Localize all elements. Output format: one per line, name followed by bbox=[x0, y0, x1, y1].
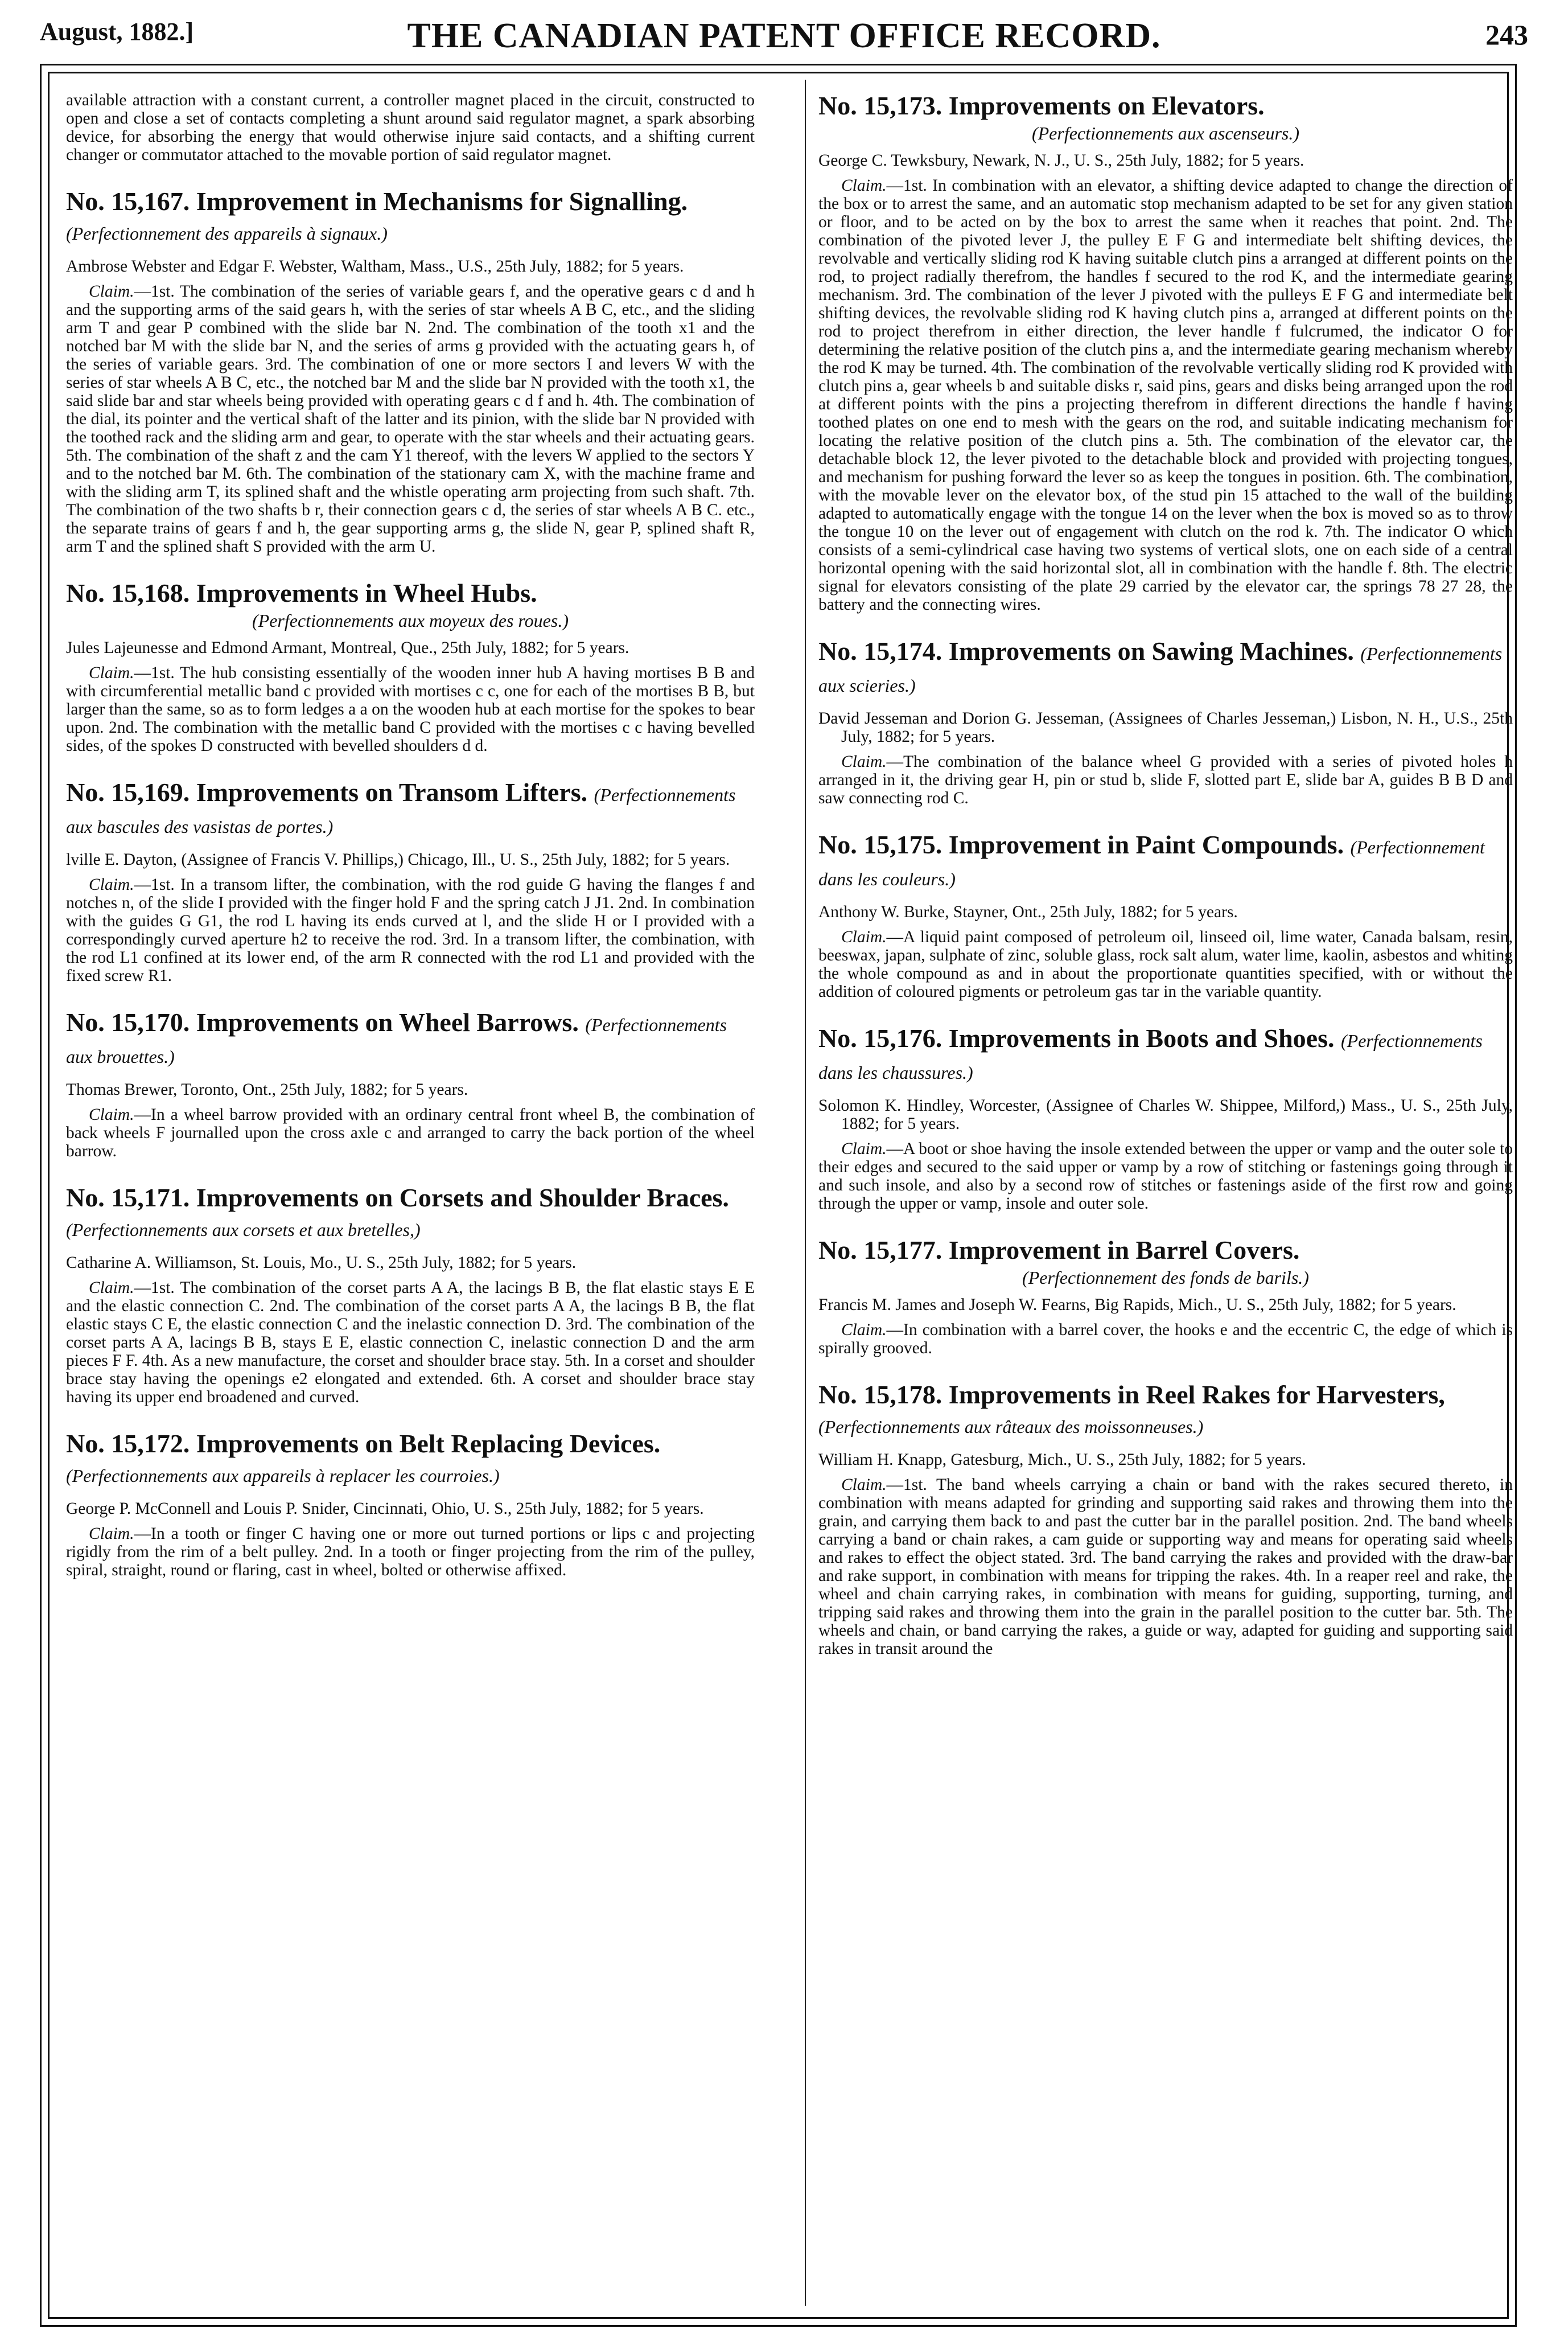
patent-title: No. 15,175. Improvement in Paint Compounds. (Perfectionnement dans les couleurs.) bbox=[818, 830, 1485, 889]
left-column bbox=[66, 91, 755, 1579]
patent-inventors: Solomon K. Hindley, Worcester, (Assignee of Charles W. Shippee, Milford,) Mass., U. S., 25th July, 1882; for 5 years. bbox=[818, 1097, 1513, 1133]
patent-inventors: Anthony W. Burke, Stayner, Ont., 25th July, 1882; for 5 years. bbox=[818, 903, 1238, 921]
patent-inventors: lville E. Dayton, (Assignee of Francis V. Phillips,) Chicago, Ill., U. S., 25th July, 1882; for 5 years. bbox=[66, 851, 730, 869]
patent-15171 bbox=[66, 1183, 755, 1406]
column-divider bbox=[805, 80, 806, 2306]
patent-title: No. 15,170. Improvements on Wheel Barrows. (Perfectionnements aux brouettes.) bbox=[66, 1008, 727, 1067]
french-title: (Perfectionnements aux scieries.) bbox=[818, 643, 1503, 696]
patent-claim: Claim.—The combination of the balance wheel G provided with a series of pivoted holes h arranged in it, the driving gear H, pin or stud b, slide F, slotted part E, slide bar A, guides B B D and saw connecting rod C. bbox=[818, 753, 1513, 807]
patent-claim: Claim.—1st. The band wheels carrying a chain or band with the rakes secured thereto, in combination with means adapted for grinding and supporting said rakes and throwing them into the grain, and carrying them back to and past the cutter bar in the parallel position. 2nd. The band wheels carrying a band or chain rakes, a cam guide or supporting way and means for operating said wheels and rakes to effect the object stated. 3rd. The band carrying the rakes and provided with the draw-bar and rake support, in combination with means for tripping the rakes. 4th. In a reaper reel and rake, the wheel and chain carrying rakes, in combination with means for guiding, supporting, turning, and tripping said rakes and throwing them into the grain in the parallel position to the cutter bar. 5th. The wheels and chain, or band carrying the rakes, a guide or way, adapted for guiding and supporting said rakes in transit around the bbox=[818, 1476, 1513, 1658]
patent-title: No. 15,176. Improvements in Boots and Shoes. (Perfectionnements dans les chaussures.) bbox=[818, 1024, 1483, 1083]
patent-claim: Claim.—1st. In a transom lifter, the combination, with the rod guide G having the flanges f and notches n, of the slide I provided with the finger hold F and the spring catch J J1. 2nd. In combination with the guides G G1, the rod L having its ends curved at l, and the slide H or I provided with a correspondingly curved aperture h2 to receive the rod. 3rd. In a transom lifter, the combination, with the rod L1 confined at its lower end, of the arm R connected with the rod L1 and provided with the fixed screw R1. bbox=[66, 876, 755, 985]
french-title: (Perfectionnements aux corsets et aux bretelles,) bbox=[66, 1219, 421, 1240]
patent-inventors: Jules Lajeunesse and Edmond Armant, Montreal, Que., 25th July, 1882; for 5 years. bbox=[66, 639, 629, 657]
patent-15170 bbox=[66, 1008, 755, 1160]
patent-title: No. 15,173. Improvements on Elevators. bbox=[818, 91, 1265, 120]
issue-date: August, 1882.] bbox=[40, 18, 194, 46]
french-title: (Perfectionnement des fonds de barils.) bbox=[1022, 1267, 1309, 1288]
page-header bbox=[40, 10, 1528, 63]
patent-title: No. 15,174. Improvements on Sawing Machines. (Perfectionnements aux scieries.) bbox=[818, 636, 1503, 696]
french-title: (Perfectionnement des appareils à signaux.) bbox=[66, 223, 388, 244]
patent-claim: Claim.—1st. The combination of the series of variable gears f, and the operative gears c d and h and the supporting arms of the said gears h, with the series of star wheels A B C, etc., and the sliding arm T and gear P combined with the slide bar N. 2nd. The combination of the tooth x1 and the notched bar M with the slide bar N, and the series of arms g provided with the actuating gears h, of the series of variable gears. 3rd. The combination of one or more sectors I and levers W with the series of star wheels A B C, etc., the notched bar M and the slide bar N provided with the tooth x1, the said slide bar and star wheels being provided with operating gears c d f and h. 4th. The combination of the dial, its pointer and the vertical shaft of the latter and its pinion, with the slide bar N provided with the toothed rack and the sliding arm and gear, to operate with the star wheels and their actuating gears. 5th. The combination of the shaft z and the cam Y1 thereof, with the levers W applied to the sectors Y and to the notched bar M. 6th. The combination of the stationary cam X, with the machine frame and with the sliding arm T, its splined shaft and the whistle operating arm projecting from such shaft. 7th. The combination of the two shafts b r, their connection gears c d, the series of star wheels A B C. etc., the separate trains of gears f and h, the gear supporting arms g, the slide N, gear P, splined shaft R, arm T and the splined shaft S provided with the arm U. bbox=[66, 282, 755, 556]
patent-title: No. 15,171. Improvements on Corsets and Shoulder Braces. (Perfectionnements aux corsets et aux bretelles,) bbox=[66, 1183, 729, 1240]
french-title: (Perfectionnements aux moyeux des roues.) bbox=[252, 610, 569, 631]
patent-15172 bbox=[66, 1429, 755, 1579]
patent-inventors: George P. McConnell and Louis P. Snider, Cincinnati, Ohio, U. S., 25th July, 1882; for 5 years. bbox=[66, 1500, 704, 1518]
patent-15175 bbox=[818, 830, 1513, 1001]
page-number: 243 bbox=[1485, 19, 1528, 51]
patent-claim: Claim.—A liquid paint composed of petroleum oil, linseed oil, lime water, Canada balsam, resin, beeswax, japan, sulphate of zinc, soluble glass, rock salt alum, water lime, kaolin, asbestos and whiting the whole compound as and in about the proportionate quantities specified, with or without the addition of coloured pigments or petroleum gas tar in the variable quantity. bbox=[818, 928, 1513, 1001]
patent-15177 bbox=[818, 1235, 1513, 1357]
patent-title: No. 15,167. Improvement in Mechanisms for Signalling. (Perfectionnement des appareils à signaux.) bbox=[66, 187, 688, 244]
patent-inventors: Catharine A. Williamson, St. Louis, Mo., U. S., 25th July, 1882; for 5 years. bbox=[66, 1254, 577, 1272]
patent-15174 bbox=[818, 636, 1513, 807]
continued-claim-text: available attraction with a constant current, a controller magnet placed in the circuit, constructed to open and close a set of contacts completing a shunt around said regulator magnet, a spark absorbing device, for absorbing the energy that would otherwise injure said contacts, and a shifting current changer or commutator attached to the movable portion of said regulator magnet. bbox=[66, 91, 755, 164]
journal-title: THE CANADIAN PATENT OFFICE RECORD. bbox=[407, 17, 1161, 55]
patent-title: No. 15,177. Improvement in Barrel Covers. bbox=[818, 1235, 1300, 1264]
patent-title: No. 15,172. Improvements on Belt Replacing Devices. (Perfectionnements aux appareils à replacer les courroies.) bbox=[66, 1429, 661, 1486]
patent-15167 bbox=[66, 187, 755, 556]
french-title: (Perfectionnement dans les couleurs.) bbox=[818, 837, 1485, 889]
patent-inventors: George C. Tewksbury, Newark, N. J., U. S., 25th July, 1882; for 5 years. bbox=[818, 151, 1304, 170]
patent-claim: Claim.—In a tooth or finger C having one or more out turned portions or lips c and projecting rigidly from the rim of a belt pulley. 2nd. In a tooth or finger projecting from the rim of the pulley, spiral, straight, round or flaring, cast in wheel, bolted or otherwise affixed. bbox=[66, 1525, 755, 1579]
patent-claim: Claim.—In combination with a barrel cover, the hooks e and the eccentric C, the edge of which is spirally grooved. bbox=[818, 1321, 1513, 1357]
patent-title: No. 15,168. Improvements in Wheel Hubs. bbox=[66, 578, 537, 607]
patent-inventors: David Jesseman and Dorion G. Jesseman, (Assignees of Charles Jesseman,) Lisbon, N. H., U.S., 25th July, 1882; for 5 years. bbox=[818, 709, 1513, 746]
patent-15169 bbox=[66, 778, 755, 985]
french-title: (Perfectionnements aux ascenseurs.) bbox=[1031, 123, 1300, 143]
patent-claim: Claim.—1st. In combination with an elevator, a shifting device adapted to change the direction of the box or to arrest the same, and an automatic stop mechanism adapted to be set for any given station or floor, and to be acted on by the box to arrest the same when it reaches that point. 2nd. The combination of the pivoted lever J, the pulley E F G and intermediate belt shifting devices, the revolvable and vertically sliding rod K having suitable clutch pins a arranged at different points on the rod, to project radially therefrom, the handles f secured to the rod K, and the intermediate gearing mechanism. 3rd. The combination of the lever J pivoted with the pulleys E F G and intermediate belt shifting devices, the revolvable sliding rod K having clutch pins a, arranged at different points on the rod to project therefrom in either direction, the lever handle f fulcrumed, the indicator O for determining the relative position of the clutch pins a, and the intermediate gearing mechanism whereby the rod K may be turned. 4th. The combination of the revolvable vertically sliding rod K provided with clutch pins a, gear wheels b and suitable disks r, said pins, gears and disks being arranged upon the rod at different points with the pins a projecting therefrom in different directions the handle f having toothed plates on one end to mesh with the gears on the rod, and suitable indicating mechanism for locating the relative position of the clutch pins a. 5th. The combination of the elevator car, the detachable block 12, the lever pivoted to the detachable block and provided with projecting tongues, and mechanism for pushing forward the lever so as keep the tongues in position. 6th. The combination, with the movable lever on the elevator box, of the stud pin 15 attached to the wall of the building adapted to automatically engage with the tongue 14 on the lever when the box is moved so as to throw the tongue 10 on the lever out of engagement with clutch on the rod k. 7th. The indicator O which consists of a semi-cylindrical case having two systems of vertical slots, one on each side of a central horizontal opening with the said horizontal slot, all in combination with the handle f. 8th. The electric signal for elevators consisting of the plate 29 carried by the elevator car, the springs 78 27 28, the battery and the connecting wires. bbox=[818, 176, 1513, 614]
french-title: (Perfectionnements aux bascules des vasistas de portes.) bbox=[66, 785, 736, 837]
patent-inventors: Thomas Brewer, Toronto, Ont., 25th July, 1882; for 5 years. bbox=[66, 1081, 468, 1099]
patent-claim: Claim.—1st. The hub consisting essentially of the wooden inner hub A having mortises B B and with circumferential metallic band c provided with mortises c c, one for each of the mortises B B, but larger than the same, so as to form ledges a a on the wooden hub at each mortise for the spokes to bear upon. 2nd. The combination with the metallic band C provided with the mortises c c having bevelled sides, of the spokes D constructed with bevelled shoulders d d. bbox=[66, 664, 755, 755]
patent-claim: Claim.—A boot or shoe having the insole extended between the upper or vamp and the outer sole to their edges and secured to the said upper or vamp by a row of stitching or fastenings going through it and such insole, and also by a second row of stitches or fastenings aside of the first row and going through the upper or vamp, insole and outer sole. bbox=[818, 1140, 1513, 1213]
right-column bbox=[818, 91, 1513, 1658]
french-title: (Perfectionnements aux râteaux des moissonneuses.) bbox=[818, 1416, 1204, 1437]
french-title: (Perfectionnements dans les chaussures.) bbox=[818, 1030, 1483, 1083]
patent-15168 bbox=[66, 578, 755, 755]
patent-15176 bbox=[818, 1024, 1513, 1213]
patent-15178 bbox=[818, 1380, 1513, 1658]
patent-inventors: Ambrose Webster and Edgar F. Webster, Waltham, Mass., U.S., 25th July, 1882; for 5 years. bbox=[66, 257, 684, 276]
patent-15173 bbox=[818, 91, 1513, 614]
patent-inventors: Francis M. James and Joseph W. Fearns, Big Rapids, Mich., U. S., 25th July, 1882; for 5 years. bbox=[818, 1296, 1456, 1314]
french-title: (Perfectionnements aux appareils à replacer les courroies.) bbox=[66, 1465, 500, 1486]
patent-title: No. 15,169. Improvements on Transom Lifters. (Perfectionnements aux bascules des vasistas de portes.) bbox=[66, 778, 736, 837]
french-title: (Perfectionnements aux brouettes.) bbox=[66, 1015, 727, 1067]
patent-claim: Claim.—1st. The combination of the corset parts A A, the lacings B B, the flat elastic stays E E and the elastic connection C. 2nd. The combination of the corset parts A A, the lacings B B, the flat elastic stays C E, the elastic connection C and the inelastic connection D. 3rd. The combination of the corset parts A A, lacings B B, stays E E, elastic connection C, inelastic connection D and the arm pieces F F. 4th. As a new manufacture, the corset and shoulder brace stay. 5th. In a corset and shoulder brace stay having the openings e2 elongated and extended. 6th. A corset and shoulder brace stay having its upper end broadened and curved. bbox=[66, 1279, 755, 1406]
patent-title: No. 15,178. Improvements in Reel Rakes for Harvesters, (Perfectionnements aux râteaux des moissonneuses.) bbox=[818, 1380, 1445, 1437]
patent-claim: Claim.—In a wheel barrow provided with an ordinary central front wheel B, the combination of back wheels F journalled upon the cross axle c and arranged to carry the back portion of the wheel barrow. bbox=[66, 1106, 755, 1160]
patent-inventors: William H. Knapp, Gatesburg, Mich., U. S., 25th July, 1882; for 5 years. bbox=[818, 1451, 1306, 1469]
